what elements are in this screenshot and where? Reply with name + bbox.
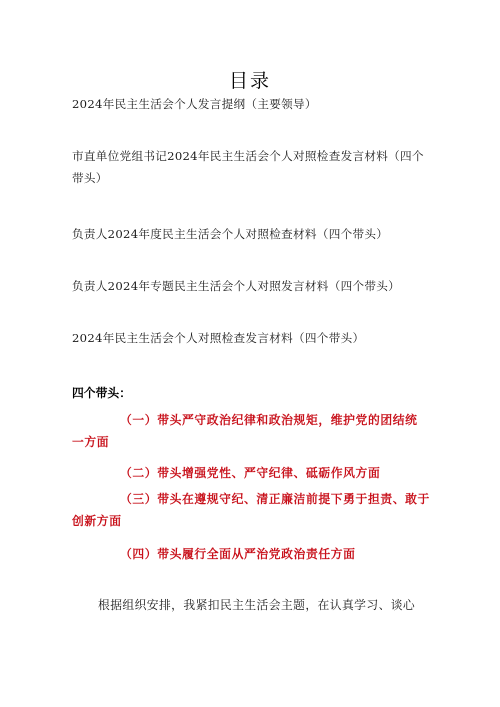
- body-paragraph: 根据组织安排，我紧扣民主生活会主题，在认真学习、谈心: [98, 598, 416, 612]
- toc-item[interactable]: 2024年民主生活会个人发言提纲（主要领导）: [72, 97, 317, 111]
- red-heading-item: （四）带头履行全面从严治党政治责任方面: [120, 547, 356, 561]
- toc-item[interactable]: 负责人2024年专题民主生活会个人对照发言材料（四个带头）: [72, 279, 401, 293]
- red-heading-item: （一）带头严守政治纪律和政治规矩，维护党的团结统一方面: [72, 413, 418, 449]
- red-heading-item: （三）带头在遵规守纪、清正廉洁前提下勇于担责、敢于创新方面: [72, 492, 430, 528]
- section-label: 四个带头：: [72, 386, 131, 400]
- toc-item[interactable]: 负责人2024年度民主生活会个人对照检查材料（四个带头）: [72, 227, 389, 241]
- toc-item[interactable]: 2024年民主生活会个人对照检查发言材料（四个带头）: [72, 331, 365, 345]
- page-title: 目录: [228, 70, 271, 92]
- toc-item[interactable]: 市直单位党组书记2024年民主生活会个人对照检查发言材料（四个带头）: [72, 149, 424, 185]
- red-heading-item: （二）带头增强党性、严守纪律、砥砺作风方面: [120, 466, 381, 480]
